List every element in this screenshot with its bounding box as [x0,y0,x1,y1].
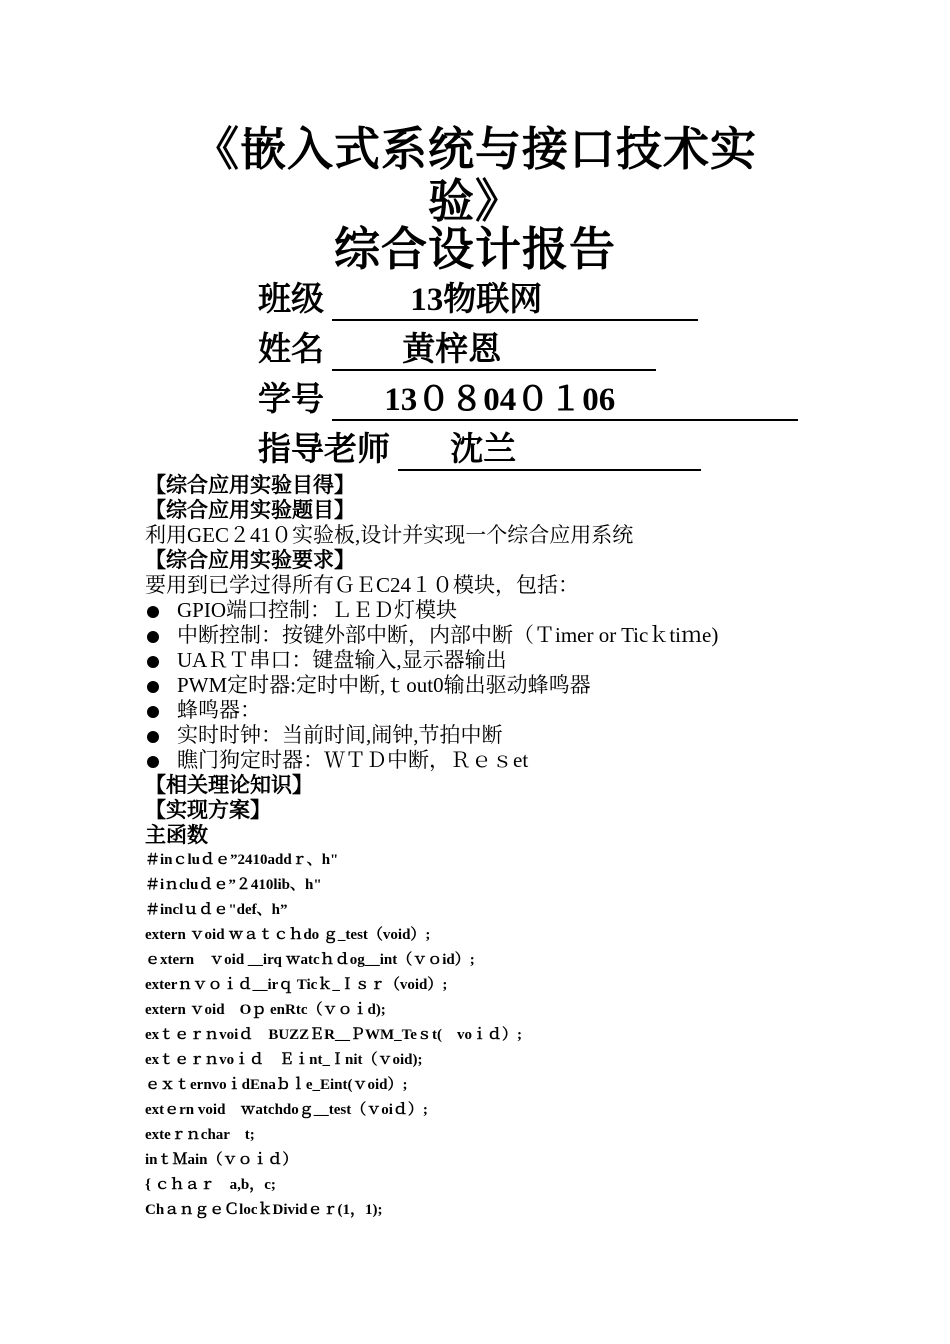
bullet-icon [147,656,159,668]
code-line: exteｒｎchar t; [145,1127,255,1143]
report-body [145,473,905,1223]
list-item-text: UAＲＴ串口：键盘输入,显示器输出 [177,648,507,672]
teacher-label: 指导老师 [258,432,390,468]
student-id-value: 13０８04０１06 [384,382,616,418]
list-item-text: 蜂鸣器： [177,698,261,722]
list-item-text: GPIO端口控制：ＬＥＤ灯模块 [177,598,458,622]
code-line: { ｃｈａｒ a,b，c; [145,1177,276,1193]
code-line: ＃inｃluｄｅ”2410addｒ、h" [145,852,339,868]
plan-heading: 【实现方案】 [145,798,271,822]
topic-heading: 【综合应用实验题目】 [145,498,355,522]
requirements-intro: 要用到已学过得所有ＧＥC24１０模块，包括： [145,573,580,597]
code-line: ChａｎｇｅＣlocｋDividｅｒ(1，1); [145,1202,383,1218]
list-item-text: PWM定时器:定时中断,ｔout0输出驱动蜂鸣器 [177,673,591,697]
teacher-row [258,430,701,471]
purpose-heading: 【综合应用实验目得】 [145,473,355,497]
student-id-value-field [332,383,798,421]
main-function-heading: 主函数 [145,823,208,847]
list-item [145,623,905,648]
list-item-text: 实时时钟：当前时间,闹钟,节拍中断 [177,723,503,747]
code-line: ｅxtern ｖoid __irq ｗatcｈｄog__int（ｖｏid）; [145,952,475,968]
name-value: 黄梓恩 [402,332,502,368]
list-item [145,723,905,748]
code-line: extern ｖoid ｗａｔｃｈdo ｇ_test（void）; [145,927,431,943]
class-row [258,280,698,321]
code-line: exｔｅｒｎvoiｄ BUZZＥR__ＰWM_Teｓt( voｉｄ）; [145,1027,522,1043]
code-line: extern ｖoid Oｐ enRtc（ｖｏｉd); [145,1002,386,1018]
list-item [145,748,905,773]
bullet-icon [147,606,159,618]
list-item [145,673,905,698]
code-line: ＃iｎcluｄｅ”２410lib、h" [145,877,322,893]
code-line: exｔｅｒｎvoｉｄ Ｅｉnt_Ｉnit（ｖoid); [145,1052,423,1068]
class-value: 13物联网 [410,282,543,318]
class-label: 班级 [258,282,324,318]
student-id-row [258,380,798,421]
student-id-label: 学号 [258,382,324,418]
list-item [145,598,905,623]
code-line: extｅrn void ｗatchdoｇ__test（ｖoiｄ）; [145,1102,428,1118]
name-value-field [332,333,656,371]
code-line: inｔＭain（ｖｏｉｄ） [145,1152,298,1168]
report-title-line-3: 综合设计报告 [334,224,616,275]
report-title-line-1: 《嵌入式系统与接口技术实 [193,124,757,175]
requirements-heading: 【综合应用实验要求】 [145,548,355,572]
code-line: exterｎｖｏｉｄ__irｑ Ticｋ_Ｉｓｒ（void）; [145,977,448,993]
code-line: ｅｘｔernvoｉdEnaｂｌe_Eint(ｖoid）; [145,1077,408,1093]
bullet-icon [147,731,159,743]
list-item [145,698,905,723]
code-line: ＃inclｕｄｅ"def、h” [145,902,288,918]
list-item [145,648,905,673]
teacher-value-field [398,433,701,471]
bullet-icon [147,756,159,768]
name-label: 姓名 [258,332,324,368]
topic-text: 利用GEC２41０实验板,设计并实现一个综合应用系统 [145,523,634,547]
name-row [258,330,656,371]
teacher-value: 沈兰 [450,432,517,468]
list-item-text: 瞧门狗定时器：ＷＴＤ中断，Ｒｅｓet [177,748,529,772]
bullet-icon [147,706,159,718]
list-item-text: 中断控制：按键外部中断，内部中断（Ｔimer or Ticｋtiｍe) [177,623,719,647]
bullet-icon [147,681,159,693]
report-title-line-2: 验》 [428,176,522,227]
bullet-icon [147,631,159,643]
theory-heading: 【相关理论知识】 [145,773,313,797]
class-value-field [332,283,698,321]
